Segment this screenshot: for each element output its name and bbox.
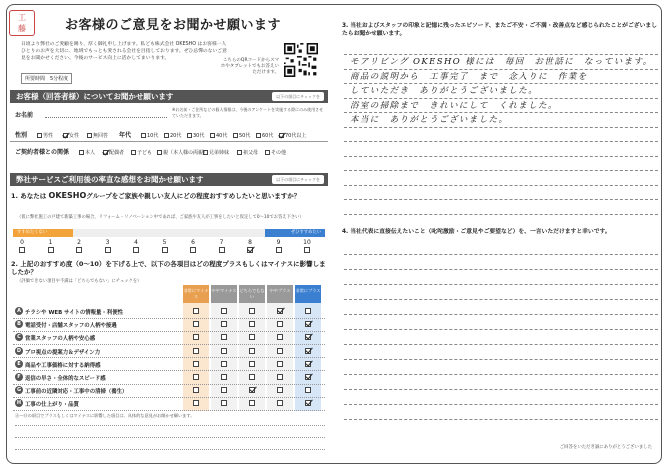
- customer-section-tag: 以下の項目にチェックを: [272, 92, 324, 101]
- row-divider: [13, 397, 325, 398]
- checkbox[interactable]: [164, 133, 169, 138]
- handwritten-answer: モアリビング OKESHO 様には 毎回 お世話に なっています。: [350, 57, 653, 67]
- scale-number: 8: [248, 239, 252, 246]
- rating-checkbox[interactable]: [193, 348, 199, 354]
- question-1: 1. あなたは OKESHOグループをご家族や親しい友人にどの程度おすすめしたいと思いますか？: [11, 191, 301, 200]
- gender-option[interactable]: [37, 132, 53, 139]
- scale-number: 1: [48, 239, 53, 246]
- gender-option-label: 無回答: [93, 133, 109, 139]
- checkbox[interactable]: [203, 150, 208, 155]
- checkbox[interactable]: [37, 133, 42, 138]
- rating-checkbox[interactable]: [249, 321, 255, 327]
- rating-checkbox[interactable]: [249, 308, 255, 314]
- checkbox[interactable]: [233, 133, 238, 138]
- row-divider: [13, 384, 325, 385]
- scale-checkbox[interactable]: [219, 247, 225, 253]
- scale-checkbox[interactable]: [105, 247, 111, 253]
- rating-checkbox[interactable]: [277, 361, 283, 367]
- writing-line[interactable]: [344, 299, 658, 300]
- handwritten-answer: 浴室の掃除まで きれいにして くれました。: [350, 100, 558, 111]
- relation-option[interactable]: [103, 149, 124, 156]
- row-divider: [13, 318, 325, 319]
- age-option[interactable]: [210, 132, 227, 139]
- thanks-message: ご回答をいただき誠にありがとうございました: [559, 445, 652, 450]
- relation-option-label: 兄弟姉妹: [209, 150, 230, 156]
- age-label: 年代: [119, 132, 132, 139]
- scale-number: 3: [105, 239, 110, 246]
- rating-checkbox[interactable]: [277, 348, 283, 354]
- relation-option-label: 親（本人様の両親）: [163, 150, 209, 156]
- item-badge: G: [16, 387, 22, 394]
- relation-option[interactable]: [203, 149, 229, 156]
- scale-checkbox[interactable]: [276, 247, 282, 253]
- item-label: プロ視点の提案力＆デザイン力: [25, 349, 101, 356]
- customer-section-header: [10, 90, 328, 103]
- question-4: 4. 当社代表に直接伝えたいこと（叱咤激励・ご意見やご要望など）を、一言いただけますと幸いです。: [342, 229, 611, 235]
- divider: [10, 141, 328, 142]
- checkbox[interactable]: [187, 133, 192, 138]
- checkbox[interactable]: [237, 150, 242, 155]
- privacy-note: ※お名前・ご住所などの個人情報は、今後のアンケートを実施する際にのみ使用させていただきます。: [172, 107, 324, 118]
- writing-line[interactable]: [344, 359, 658, 360]
- rating-checkbox[interactable]: [305, 321, 311, 327]
- rating-checkbox[interactable]: [249, 400, 255, 406]
- age-option[interactable]: [279, 132, 306, 139]
- rating-checkbox[interactable]: [249, 361, 255, 367]
- rating-checkbox[interactable]: [277, 374, 283, 380]
- scale-low-label: すすめたくない: [13, 229, 73, 237]
- item-label: 電話受付・店舗スタッフの人柄や接遇: [25, 323, 117, 330]
- question-2: 2. 上記のおすすめ度（0〜10）を下げる上で、以下の各項目はどの程度プラスもしくはマイナスに影響しましたか？: [11, 260, 326, 276]
- rating-checkbox[interactable]: [221, 361, 227, 367]
- checkbox[interactable]: [157, 150, 162, 155]
- writing-line[interactable]: [344, 127, 658, 128]
- age-option[interactable]: [187, 132, 204, 139]
- writing-line[interactable]: [344, 374, 658, 375]
- writing-line[interactable]: [344, 214, 658, 215]
- relation-option-label: 子ども: [137, 150, 153, 156]
- item-label: 商品や工事価格に対する納得感: [25, 362, 101, 369]
- age-option-label: 40代: [216, 133, 228, 139]
- writing-line[interactable]: [15, 449, 325, 450]
- writing-line[interactable]: [344, 170, 658, 171]
- scale-checkbox[interactable]: [247, 247, 253, 253]
- gender-option[interactable]: [63, 132, 79, 139]
- row-divider: [13, 344, 325, 345]
- rating-checkbox[interactable]: [221, 374, 227, 380]
- scale-number: 4: [134, 239, 138, 246]
- age-option-label: 50代: [239, 133, 251, 139]
- rating-checkbox[interactable]: [305, 400, 311, 406]
- writing-line[interactable]: [344, 329, 658, 330]
- qr-code-icon[interactable]: [284, 43, 318, 77]
- rating-checkbox[interactable]: [305, 361, 311, 367]
- scale-number: 9: [276, 239, 281, 246]
- checkbox[interactable]: [141, 133, 146, 138]
- rating-checkbox[interactable]: [221, 334, 227, 340]
- rating-checkbox[interactable]: [193, 400, 199, 406]
- rating-checkbox[interactable]: [221, 348, 227, 354]
- checkbox[interactable]: [79, 150, 84, 155]
- rating-checkbox[interactable]: [305, 348, 311, 354]
- rating-checkbox[interactable]: [193, 308, 199, 314]
- row-divider: [13, 370, 325, 371]
- rating-checkbox[interactable]: [277, 321, 283, 327]
- relation-label: ご契約者様との関係: [15, 149, 70, 156]
- item-label: 工事の仕上がり・品質: [25, 402, 79, 409]
- rating-checkbox[interactable]: [249, 334, 255, 340]
- question-1-sub: （仮に弊社施工の戸建て新築工事の場合、リフォーム・リノベーション中であれば、ご家族や友人が工事をしたいと仮定して0〜10でお答え下さい）: [17, 215, 304, 220]
- scale-number: 5: [162, 239, 167, 246]
- relation-option-label: 本人: [85, 150, 96, 156]
- left-column: [7, 8, 332, 458]
- rating-checkbox[interactable]: [193, 334, 199, 340]
- relation-option-label: 配偶者: [109, 150, 125, 156]
- scale-high-label: ぜひすすめたい: [265, 229, 325, 237]
- rating-checkbox[interactable]: [193, 361, 199, 367]
- question-3: 3. 当社およびスタッフの印象と記憶に残ったエピソード、またご不安・ご不満・改善点など感じられたことがございましたらお聞かせ願います。: [342, 23, 657, 37]
- scale-number: 7: [219, 239, 224, 246]
- gender-option-label: 女性: [69, 133, 80, 139]
- gender-option[interactable]: [87, 132, 108, 139]
- age-option-label: 30代: [193, 133, 205, 139]
- item-label: 返信の早さ・全体的なスピード感: [25, 376, 106, 382]
- gender-label: 性別: [15, 132, 28, 139]
- rating-checkbox[interactable]: [305, 374, 311, 380]
- grid-column-header: ややマイナス: [211, 285, 237, 303]
- handwritten-answer: 商品の説明から 工事完了 まで 念入りに 作業を: [350, 71, 588, 82]
- rating-checkbox[interactable]: [305, 387, 311, 393]
- writing-line[interactable]: [344, 199, 658, 200]
- rating-checkbox[interactable]: [221, 400, 227, 406]
- scale-checkbox[interactable]: [48, 247, 54, 253]
- relation-option-label: その他: [271, 150, 287, 156]
- grid-column-header: 非常にマイナス: [183, 285, 209, 303]
- seal-stamp: 工 藤: [9, 10, 35, 36]
- checkbox[interactable]: [131, 150, 136, 155]
- service-section-header: [10, 173, 328, 186]
- rating-checkbox[interactable]: [193, 387, 199, 393]
- scale-checkbox[interactable]: [133, 247, 139, 253]
- writing-line[interactable]: [344, 284, 658, 285]
- rating-checkbox[interactable]: [277, 334, 283, 340]
- writing-line[interactable]: [344, 141, 658, 142]
- writing-line[interactable]: [15, 437, 325, 438]
- rating-checkbox[interactable]: [277, 400, 283, 406]
- rating-checkbox[interactable]: [221, 321, 227, 327]
- row-divider: [13, 357, 325, 358]
- age-option[interactable]: [164, 132, 181, 139]
- rating-checkbox[interactable]: [193, 374, 199, 380]
- row-divider: [13, 331, 325, 332]
- age-option-label: 10代: [147, 133, 159, 139]
- age-option-label: 20代: [170, 133, 182, 139]
- scale-checkbox[interactable]: [304, 247, 310, 253]
- grid-column-header: 非常にプラス: [295, 285, 321, 303]
- handwritten-answer: していただき ありがとうございました。: [350, 86, 539, 96]
- name-field[interactable]: [45, 117, 167, 118]
- customer-section-title: お客様（回答者様）についてお聞かせ願います: [16, 92, 174, 101]
- service-section-title: 弊社サービスご利用後の率直な感想をお聞かせ願います: [16, 175, 204, 184]
- checkbox[interactable]: [256, 133, 261, 138]
- item-badge: E: [15, 360, 23, 368]
- writing-line[interactable]: [344, 389, 658, 390]
- right-column: [340, 8, 662, 458]
- service-section-tag: 以下の項目にチェックを: [272, 175, 324, 184]
- relation-option[interactable]: [265, 149, 286, 156]
- rating-checkbox[interactable]: [193, 321, 199, 327]
- checkbox[interactable]: [279, 133, 284, 138]
- page-title: お客様のご意見をお聞かせ願います: [65, 18, 282, 33]
- item-label: 営業スタッフの人柄や安心感: [25, 336, 96, 343]
- item-label: チラシや WEB サイトの情報量・利便性: [25, 310, 123, 316]
- rating-checkbox[interactable]: [277, 308, 283, 314]
- question-2-footnote: Ⓐ〜Ⓗの項目でプラスもしくはマイナスに影響した項目は、具体的な意見がお聞かせ願います。: [15, 413, 195, 418]
- relation-option-label: 祖父母: [243, 150, 259, 156]
- scale-number: 6: [191, 239, 195, 246]
- item-badge: F: [15, 373, 23, 381]
- rating-checkbox[interactable]: [249, 374, 255, 380]
- writing-line[interactable]: [344, 344, 658, 345]
- rating-checkbox[interactable]: [221, 387, 227, 393]
- scale-checkbox[interactable]: [19, 247, 25, 253]
- writing-line[interactable]: [344, 269, 658, 270]
- row-divider: [13, 410, 325, 411]
- writing-line[interactable]: [344, 254, 658, 255]
- scale-checkbox[interactable]: [162, 247, 168, 253]
- intro-text: 日頃より弊社のご愛顧を賜り、厚く御礼申し上げます。私ども株式会社 OKESHO はお客様一人ひとりのお声を大切に、地域でもっとも愛される会社を目指しております。ぜひ忌憚のないご意見をお聞かせください。今後のサービス向上に活かしてまいります。: [21, 42, 227, 61]
- age-option[interactable]: [233, 132, 250, 139]
- item-badge: D: [16, 347, 22, 354]
- rating-checkbox[interactable]: [221, 308, 227, 314]
- scale-number: 0: [20, 239, 24, 246]
- rating-checkbox[interactable]: [249, 348, 255, 354]
- checkbox[interactable]: [63, 133, 68, 138]
- name-label: お名前: [15, 112, 34, 119]
- recommend-scale-bar: [13, 229, 325, 237]
- age-option-label: 60代: [262, 133, 274, 139]
- relation-option[interactable]: [157, 149, 208, 156]
- scale-number: 2: [77, 239, 81, 246]
- question-2-sub: （評価できない項目や不満は「どちらでもない」にチェックを）: [17, 279, 142, 284]
- age-option[interactable]: [256, 132, 273, 139]
- relation-option[interactable]: [237, 149, 258, 156]
- scale-number: 10: [303, 239, 311, 246]
- item-label: 工事前の近隣対応・工事中の清掃（養生）: [25, 389, 128, 396]
- age-option-label: 70代以上: [285, 133, 307, 139]
- item-badge: C: [15, 333, 23, 341]
- checkbox[interactable]: [210, 133, 215, 138]
- rating-checkbox[interactable]: [305, 334, 311, 340]
- response-time-badge: 所要時間 5分程度: [21, 73, 72, 84]
- checkbox[interactable]: [87, 133, 92, 138]
- gender-option-label: 男性: [43, 133, 54, 139]
- scale-checkbox[interactable]: [76, 247, 82, 253]
- checkbox[interactable]: [103, 150, 108, 155]
- checkbox[interactable]: [265, 150, 270, 155]
- writing-line[interactable]: [344, 185, 658, 186]
- grid-column-header: どちらでもない: [239, 285, 265, 303]
- qr-caption: こちらのQRコードからスマホやタブレットでもお答えいただけます。: [220, 58, 279, 75]
- age-option[interactable]: [141, 132, 158, 139]
- writing-line[interactable]: [344, 419, 658, 420]
- writing-line[interactable]: [15, 425, 325, 426]
- brand-name: OKESHO: [48, 191, 87, 200]
- item-badge: H: [16, 400, 22, 407]
- writing-line[interactable]: [344, 156, 658, 157]
- writing-line[interactable]: [344, 404, 658, 405]
- handwritten-answer: 本当に ありがとうございました。: [350, 115, 509, 125]
- relation-option[interactable]: [79, 149, 95, 156]
- item-badge: B: [15, 320, 23, 328]
- writing-line[interactable]: [344, 314, 658, 315]
- grid-column-header: ややプラス: [267, 285, 293, 303]
- rating-checkbox[interactable]: [249, 387, 255, 393]
- rating-checkbox[interactable]: [277, 387, 283, 393]
- scale-checkbox[interactable]: [190, 247, 196, 253]
- item-badge: A: [15, 307, 23, 315]
- relation-option[interactable]: [131, 149, 152, 156]
- rating-checkbox[interactable]: [305, 308, 311, 314]
